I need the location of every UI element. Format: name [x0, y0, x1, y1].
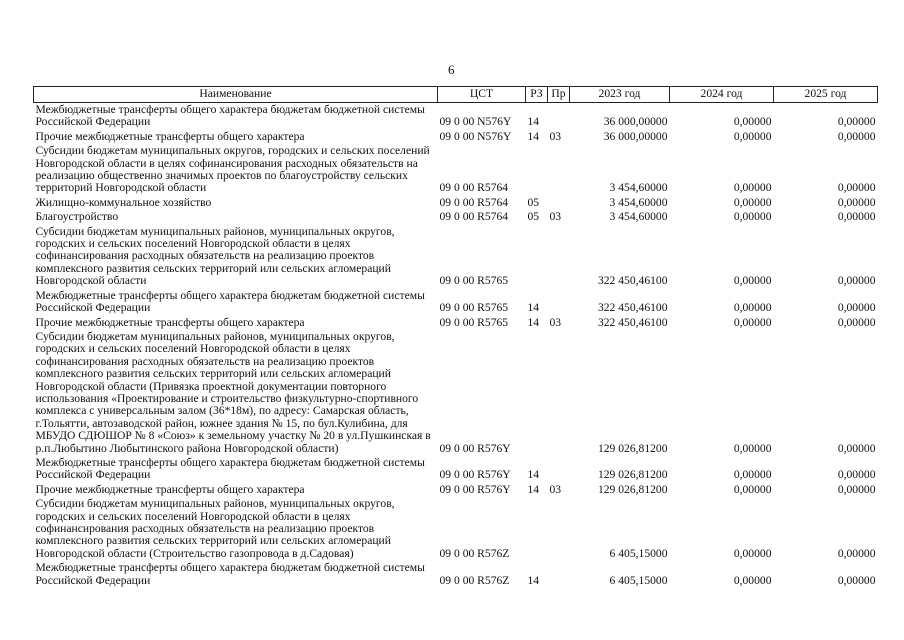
row-2023: 129 026,81200 [597, 482, 668, 496]
row-2025: 0,00000 [837, 441, 876, 455]
row-cst: 09 0 00 R576Y [439, 468, 511, 482]
row-pr [548, 497, 570, 561]
row-rz [526, 225, 548, 289]
row-rz: 14 [527, 573, 540, 587]
row-cst: 09 0 00 N576Y [439, 115, 512, 129]
row-name: Благоустройство [35, 210, 119, 224]
row-cst: 09 0 00 N576Y [439, 129, 512, 143]
row-2025: 0,00000 [837, 210, 876, 224]
row-rz: 14 [527, 468, 540, 482]
table-row [34, 330, 878, 456]
row-2025: 0,00000 [837, 546, 876, 560]
table-row [34, 483, 878, 497]
table-row [34, 130, 878, 144]
row-cst: 09 0 00 R5764 [439, 195, 509, 209]
row-2025: 0,00000 [837, 181, 876, 195]
table-row [34, 561, 878, 588]
row-2025: 0,00000 [837, 301, 876, 315]
row-cst: 09 0 00 R5765 [439, 301, 509, 315]
row-2024: 0,00000 [733, 315, 772, 329]
row-2023: 3 454,60000 [609, 181, 668, 195]
row-rz [526, 330, 548, 456]
header-name: Наименование [34, 87, 438, 103]
row-pr: 03 [549, 315, 562, 329]
row-pr: 03 [549, 129, 562, 143]
row-2023: 129 026,81200 [597, 468, 668, 482]
row-pr [548, 103, 570, 130]
budget-table [33, 86, 878, 588]
row-cst: 09 0 00 R576Z [439, 546, 510, 560]
row-rz [526, 497, 548, 561]
row-cst: 09 0 00 R5765 [439, 315, 509, 329]
table-row [34, 196, 878, 210]
row-2023: 3 454,60000 [609, 195, 668, 209]
header-2023: 2023 год [570, 87, 670, 103]
row-rz: 14 [527, 129, 540, 143]
row-2024: 0,00000 [733, 195, 772, 209]
row-name: Прочие межбюджетные трансферты общего характера [35, 482, 305, 496]
table-row [34, 144, 878, 196]
row-2024: 0,00000 [733, 301, 772, 315]
row-2025: 0,00000 [837, 315, 876, 329]
row-cst: 09 0 00 R576Y [439, 441, 511, 455]
row-cst: 09 0 00 R576Y [439, 482, 511, 496]
row-pr [548, 289, 570, 316]
row-pr [548, 225, 570, 289]
row-2025: 0,00000 [837, 129, 876, 143]
table-row [34, 103, 878, 130]
row-name: Прочие межбюджетные трансферты общего характера [35, 129, 305, 143]
row-cst: 09 0 00 R5764 [439, 181, 509, 195]
row-2023: 3 454,60000 [609, 210, 668, 224]
row-pr [548, 561, 570, 588]
row-name: Межбюджетные трансферты общего характера бюджетам бюджетной системы Российской Федерации [35, 288, 425, 315]
row-rz: 14 [527, 115, 540, 129]
row-2025: 0,00000 [837, 482, 876, 496]
row-pr: 03 [549, 482, 562, 496]
row-rz: 14 [527, 482, 540, 496]
table-row [34, 289, 878, 316]
table-row [34, 497, 878, 561]
row-2023: 6 405,15000 [609, 573, 668, 587]
row-name: Межбюджетные трансферты общего характера бюджетам бюджетной системы Российской Федерации [35, 103, 425, 129]
row-2023: 322 450,46100 [597, 315, 668, 329]
row-2025: 0,00000 [837, 274, 876, 288]
row-2025: 0,00000 [837, 573, 876, 587]
row-2024: 0,00000 [733, 573, 772, 587]
header-2025: 2025 год [774, 87, 878, 103]
row-2024: 0,00000 [733, 468, 772, 482]
row-name: Субсидии бюджетам муниципальных округов, городских и сельских поселений Новгородской области в целях софинансирования расходных обязательств на реализацию общественно значимых проектов по благоустройству сельских территорий Новгородской области [35, 144, 430, 195]
row-2024: 0,00000 [733, 546, 772, 560]
row-2024: 0,00000 [733, 482, 772, 496]
row-cst: 09 0 00 R5764 [439, 210, 509, 224]
row-name: Межбюджетные трансферты общего характера бюджетам бюджетной системы Российской Федерации [35, 561, 425, 587]
row-2025: 0,00000 [837, 468, 876, 482]
row-name: Жилищно-коммунальное хозяйство [35, 195, 212, 209]
table-header [34, 87, 878, 103]
row-2023: 36 000,00000 [603, 129, 668, 143]
row-rz: 05 [527, 210, 540, 224]
row-2024: 0,00000 [733, 210, 772, 224]
row-rz [526, 144, 548, 196]
header-rz: РЗ [526, 87, 548, 103]
row-cst: 09 0 00 R5765 [439, 274, 509, 288]
header-2024: 2024 год [670, 87, 774, 103]
table-body [34, 103, 878, 589]
row-2024: 0,00000 [733, 441, 772, 455]
row-2025: 0,00000 [837, 195, 876, 209]
row-2025: 0,00000 [837, 115, 876, 129]
row-2023: 6 405,15000 [609, 546, 668, 560]
row-rz: 05 [527, 195, 540, 209]
row-2023: 36 000,00000 [603, 115, 668, 129]
row-2023: 322 450,46100 [597, 274, 668, 288]
row-name: Прочие межбюджетные трансферты общего характера [35, 315, 305, 329]
row-2024: 0,00000 [733, 115, 772, 129]
row-rz: 14 [527, 315, 540, 329]
table-row [34, 456, 878, 483]
row-2024: 0,00000 [733, 181, 772, 195]
row-2024: 0,00000 [733, 274, 772, 288]
row-cst: 09 0 00 R576Z [439, 573, 510, 587]
row-pr: 03 [549, 210, 562, 224]
row-2024: 0,00000 [733, 129, 772, 143]
row-name: Субсидии бюджетам муниципальных районов, муниципальных округов, городских и сельских поселений Новгородской области в целях софинансирования расходных обязательств на реализацию проектов комплексного развития сельских территорий или сельских агломераций Новгородской области (Строительство газопровода в д.Садовая) [35, 497, 395, 560]
row-2023: 322 450,46100 [597, 301, 668, 315]
row-name: Межбюджетные трансферты общего характера бюджетам бюджетной системы Российской Федерации [35, 455, 425, 482]
row-pr [548, 144, 570, 196]
table-row [34, 316, 878, 330]
row-pr [548, 330, 570, 456]
row-rz: 14 [527, 301, 540, 315]
row-pr [548, 456, 570, 483]
row-pr [548, 196, 570, 210]
table-row [34, 210, 878, 224]
row-name: Субсидии бюджетам муниципальных районов, муниципальных округов, городских и сельских поселений Новгородской области в целях софинансирования расходных обязательств на реализацию проектов комплексного развития сельских территорий или сельских агломераций Новгородской области (Привязка проектной документации повторного использования «Проектирование и строительство физкультурно-спортивного комплекса с универсальным залом (36*18м), по адресу: Самарская область, г.Тольятти, автозаводской район, южнее здания № 15, по бул.Кулибина, для МБУДО СДЮШОР № 8 «Союз» к земельному участку № 20 в ул.Пушкинская в р.п.Любытино Любытинского района Новгородской области) [35, 329, 431, 455]
header-pr: Пр [548, 87, 570, 103]
header-cst: ЦСТ [438, 87, 526, 103]
row-name: Субсидии бюджетам муниципальных районов, муниципальных округов, городских и сельских поселений Новгородской области в целях софинансирования расходных обязательств на реализацию проектов комплексного развития сельских территорий или сельских агломераций Новгородской области [35, 224, 395, 288]
table-row [34, 225, 878, 289]
page-number: 6 [448, 62, 455, 77]
row-2023: 129 026,81200 [597, 441, 668, 455]
